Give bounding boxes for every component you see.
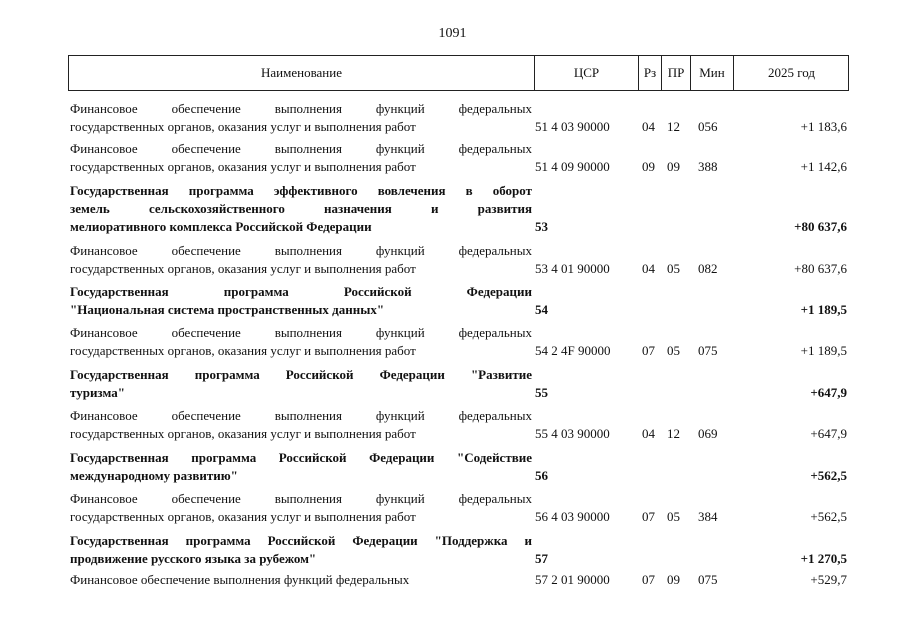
row-csr: 55 4 03 90000 — [535, 426, 610, 441]
row-pr: 09 — [667, 572, 680, 587]
row-rz: 07 — [642, 572, 655, 587]
row-amount: +562,5 — [810, 468, 847, 483]
row-name-line: государственных органов, оказания услуг и выполнения работ — [70, 509, 416, 524]
row-name-line: государственных органов, оказания услуг и выполнения работ — [70, 159, 416, 174]
header-csr: ЦСР — [573, 65, 600, 80]
row-amount: +80 637,6 — [794, 261, 847, 276]
row-rz: 04 — [642, 426, 655, 441]
row-name — [70, 571, 532, 589]
row-min: 384 — [698, 509, 718, 524]
row-csr: 54 2 4F 90000 — [535, 343, 611, 358]
row-name — [70, 324, 532, 360]
table-header — [68, 55, 849, 91]
header-pr: ПР — [667, 65, 685, 80]
row-rz: 09 — [642, 159, 655, 174]
row-name-line: Финансовое обеспечение выполнения функций федеральных — [70, 491, 532, 506]
row-name-line: международному развитию" — [70, 468, 238, 483]
row-min: 069 — [698, 426, 718, 441]
row-rz: 04 — [642, 119, 655, 134]
row-name-line: Государственная программа эффективного вовлечения в оборот — [70, 183, 532, 198]
row-name-line: Финансовое обеспечение выполнения функций федеральных — [70, 101, 532, 116]
row-name-line: государственных органов, оказания услуг и выполнения работ — [70, 343, 416, 358]
row-rz: 07 — [642, 343, 655, 358]
row-name-line: государственных органов, оказания услуг и выполнения работ — [70, 261, 416, 276]
row-min: 075 — [698, 572, 718, 587]
row-name-line: Финансовое обеспечение выполнения функций федеральных — [70, 572, 410, 587]
row-csr: 54 — [535, 302, 548, 317]
row-min: 056 — [698, 119, 718, 134]
row-pr: 12 — [667, 119, 680, 134]
row-name — [70, 407, 532, 443]
row-name-line: Финансовое обеспечение выполнения функций федеральных — [70, 325, 532, 340]
row-name-line: Финансовое обеспечение выполнения функций федеральных — [70, 141, 532, 156]
row-name-line: государственных органов, оказания услуг и выполнения работ — [70, 119, 416, 134]
row-csr: 51 4 03 90000 — [535, 119, 610, 134]
row-rz: 07 — [642, 509, 655, 524]
row-name — [70, 366, 532, 402]
row-name-line: Финансовое обеспечение выполнения функций федеральных — [70, 408, 532, 423]
row-name — [70, 100, 532, 136]
row-name-line: туризма" — [70, 385, 125, 400]
row-min: 388 — [698, 159, 718, 174]
row-name — [70, 449, 532, 485]
row-csr: 53 4 01 90000 — [535, 261, 610, 276]
row-amount: +1 189,5 — [800, 343, 847, 358]
row-name — [70, 283, 532, 319]
row-name-line: Государственная программа Российской Федерации "Содействие — [70, 450, 532, 465]
row-min: 082 — [698, 261, 718, 276]
row-name-line: Государственная программа Российской Федерации "Развитие — [70, 367, 532, 382]
row-csr: 56 — [535, 468, 548, 483]
header-rz: Рз — [643, 65, 657, 80]
row-pr: 09 — [667, 159, 680, 174]
row-amount: +1 142,6 — [800, 159, 847, 174]
row-name-line: Финансовое обеспечение выполнения функций федеральных — [70, 243, 532, 258]
row-amount: +529,7 — [810, 572, 847, 587]
row-name-line: государственных органов, оказания услуг и выполнения работ — [70, 426, 416, 441]
row-amount: +562,5 — [810, 509, 847, 524]
row-rz: 04 — [642, 261, 655, 276]
row-csr: 51 4 09 90000 — [535, 159, 610, 174]
page-number: 1091 — [438, 26, 467, 41]
row-pr: 05 — [667, 343, 680, 358]
row-amount: +1 270,5 — [800, 551, 847, 566]
row-name — [70, 242, 532, 278]
header-name: Наименование — [261, 65, 342, 80]
row-name — [70, 532, 532, 568]
row-name-line: мелиоративного комплекса Российской Федерации — [70, 219, 372, 234]
row-name-line: земель сельскохозяйственного назначения и развития — [70, 201, 532, 216]
row-csr: 57 2 01 90000 — [535, 572, 610, 587]
row-amount: +80 637,6 — [794, 219, 847, 234]
row-name-line: продвижение русского языка за рубежом" — [70, 551, 317, 566]
row-pr: 05 — [667, 261, 680, 276]
row-name-line: Государственная программа Российской Федерации "Поддержка и — [70, 533, 532, 548]
row-name — [70, 140, 532, 176]
row-amount: +647,9 — [810, 426, 847, 441]
row-pr: 05 — [667, 509, 680, 524]
row-name — [70, 490, 532, 526]
row-name — [70, 182, 532, 236]
row-pr: 12 — [667, 426, 680, 441]
row-amount: +1 183,6 — [800, 119, 847, 134]
header-min: Мин — [699, 65, 725, 80]
row-min: 075 — [698, 343, 718, 358]
row-csr: 56 4 03 90000 — [535, 509, 610, 524]
row-name-line: Государственная программа Российской Федерации — [70, 284, 532, 299]
header-year: 2025 год — [768, 65, 815, 80]
row-name-line: "Национальная система пространственных данных" — [70, 302, 385, 317]
row-csr: 55 — [535, 385, 548, 400]
row-amount: +647,9 — [810, 385, 847, 400]
row-amount: +1 189,5 — [800, 302, 847, 317]
row-csr: 53 — [535, 219, 548, 234]
row-csr: 57 — [535, 551, 548, 566]
